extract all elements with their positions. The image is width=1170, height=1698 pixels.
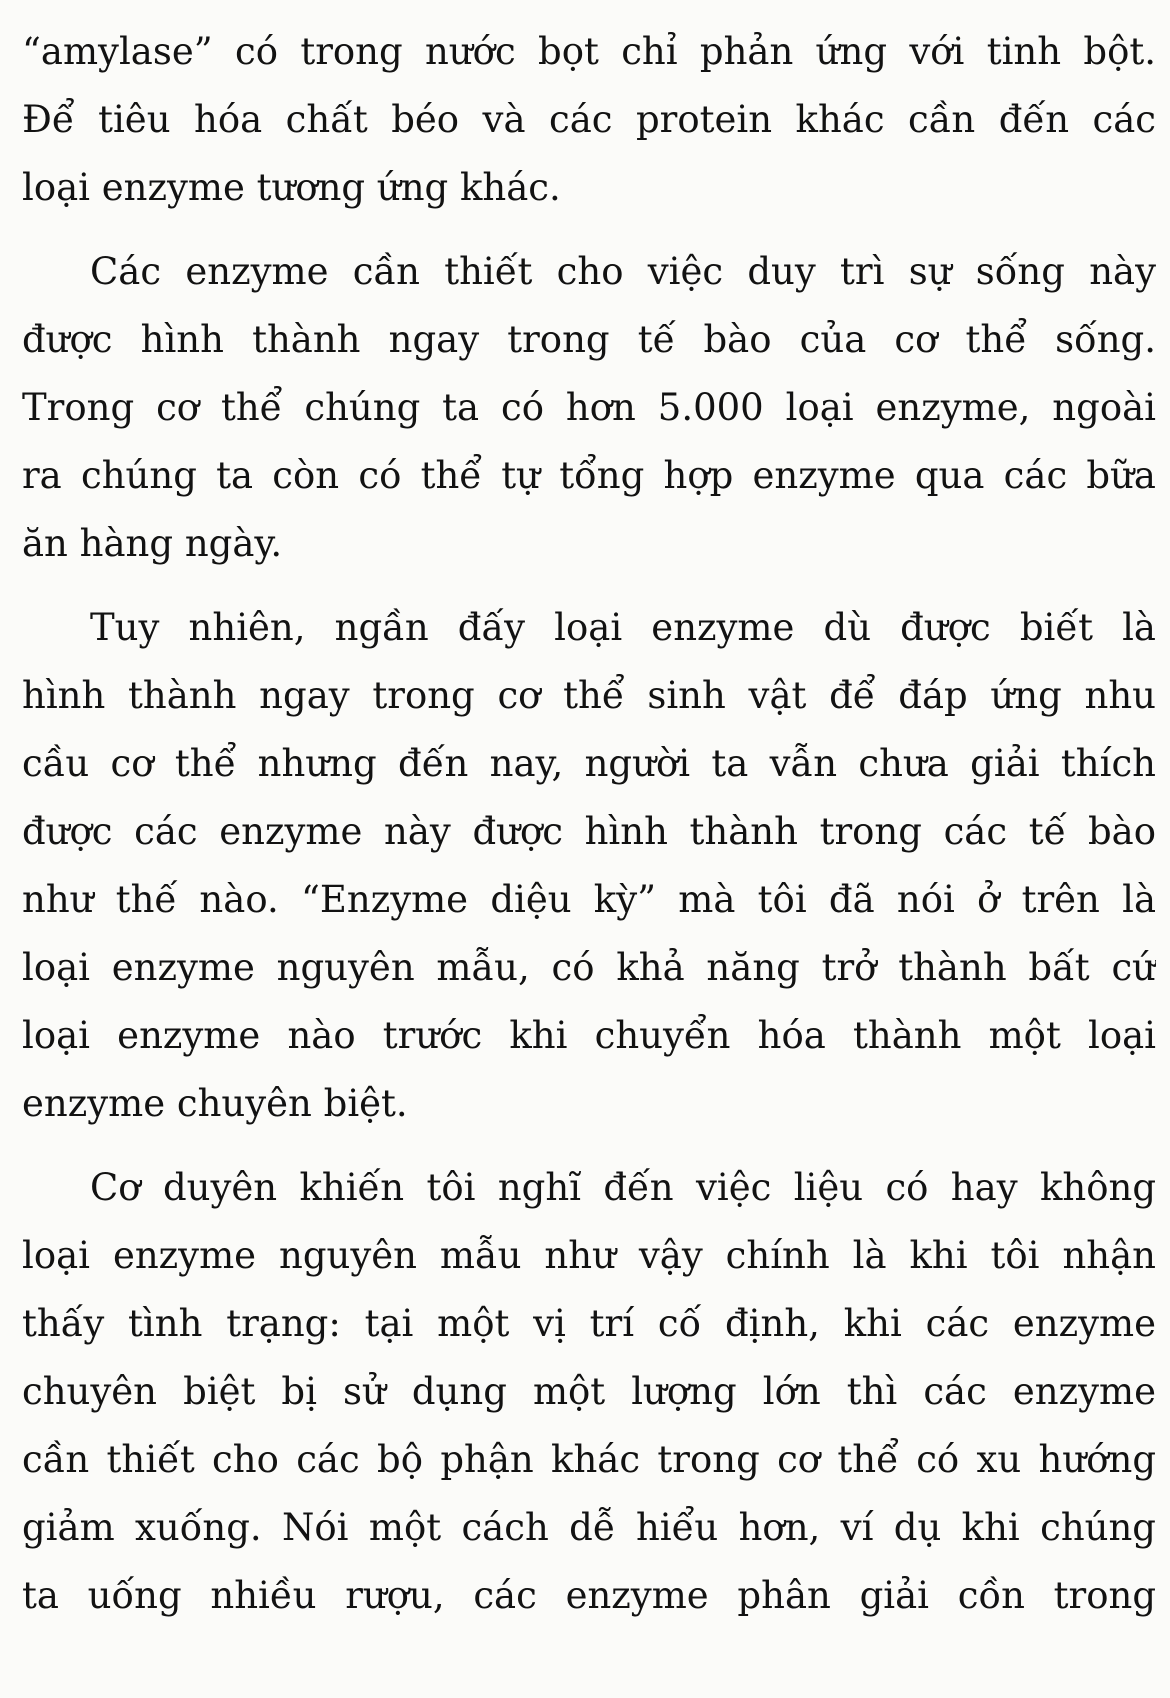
text-line: chuyên biệt bị sử dụng một lượng lớn thì các enzyme [22, 1370, 1156, 1413]
text-line: Để tiêu hóa chất béo và các protein khác cần đến các [22, 98, 1156, 141]
text-line: cầu cơ thể nhưng đến nay, người ta vẫn chưa giải thích [22, 742, 1156, 785]
text-line: Các enzyme cần thiết cho việc duy trì sự sống này [90, 250, 1156, 293]
text-line: hình thành ngay trong cơ thể sinh vật để đáp ứng nhu [22, 674, 1156, 717]
text-line: “amylase” có trong nước bọt chỉ phản ứng với tinh bột. [22, 30, 1156, 73]
text-line: ta uống nhiều rượu, các enzyme phân giải cồn trong [22, 1574, 1156, 1617]
paragraph-1 [22, 18, 1156, 222]
text-line: được hình thành ngay trong tế bào của cơ thể sống. [22, 318, 1156, 361]
text-line: Trong cơ thể chúng ta có hơn 5.000 loại enzyme, ngoài [22, 386, 1156, 429]
text-line: ra chúng ta còn có thể tự tổng hợp enzyme qua các bữa [22, 454, 1156, 497]
text-line: cần thiết cho các bộ phận khác trong cơ thể có xu hướng [22, 1438, 1156, 1481]
text-line: giảm xuống. Nói một cách dễ hiểu hơn, ví dụ khi chúng [22, 1506, 1156, 1549]
text-line: enzyme chuyên biệt. [22, 1082, 408, 1125]
text-line: loại enzyme nào trước khi chuyển hóa thành một loại [22, 1014, 1156, 1057]
paragraph-4 [22, 1154, 1156, 1630]
text-line: Tuy nhiên, ngần đấy loại enzyme dù được biết là [90, 606, 1156, 649]
text-line: thấy tình trạng: tại một vị trí cố định, khi các enzyme [22, 1302, 1156, 1345]
paragraph-3 [22, 594, 1156, 1138]
text-line: Cơ duyên khiến tôi nghĩ đến việc liệu có hay không [90, 1166, 1156, 1209]
text-line: được các enzyme này được hình thành trong các tế bào [22, 810, 1156, 853]
text-line: loại enzyme tương ứng khác. [22, 166, 561, 209]
text-line: ăn hàng ngày. [22, 522, 283, 565]
paragraph-2 [22, 238, 1156, 578]
text-line: loại enzyme nguyên mẫu như vậy chính là khi tôi nhận [22, 1234, 1156, 1277]
text-line: loại enzyme nguyên mẫu, có khả năng trở thành bất cứ [22, 946, 1156, 989]
text-line: như thế nào. “Enzyme diệu kỳ” mà tôi đã nói ở trên là [22, 878, 1156, 921]
